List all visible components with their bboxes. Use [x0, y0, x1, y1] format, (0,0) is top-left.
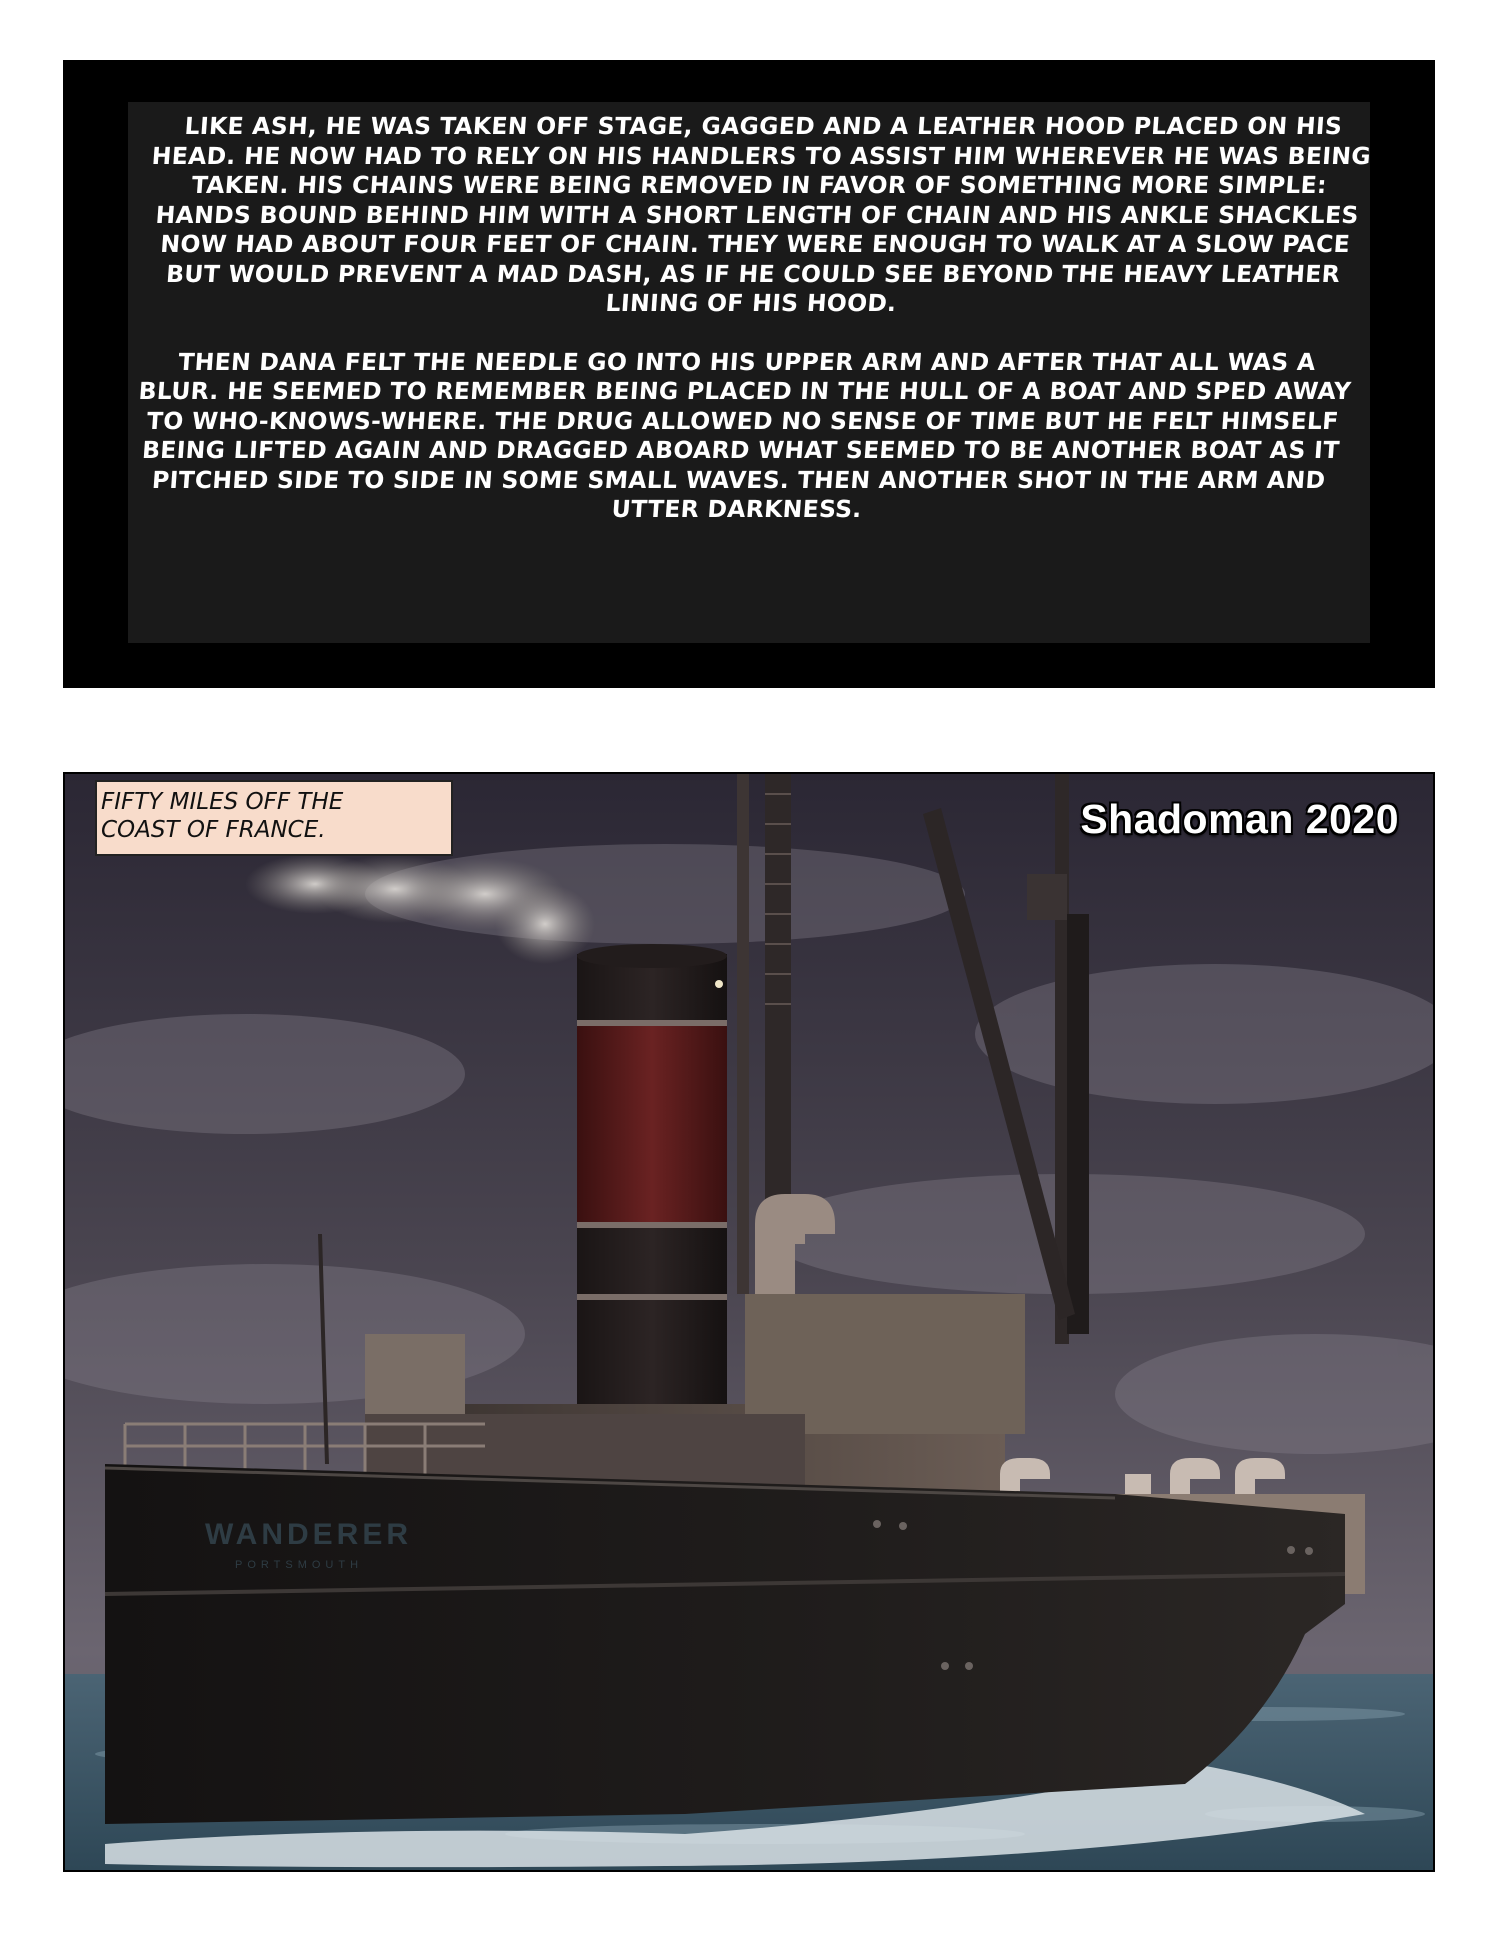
upper-deckhouse-left [365, 1334, 465, 1414]
funnel-red-band [577, 1024, 727, 1224]
narration-box [128, 102, 1370, 643]
narration-text [123, 112, 1376, 554]
main-mast-ladder [1067, 914, 1089, 1334]
ship-port: PORTSMOUTH [235, 1559, 364, 1571]
caption-line-2: COAST OF FRANCE. [101, 817, 326, 843]
narration-paragraph-2: THEN DANA FELT THE NEEDLE GO INTO HIS UPPER ARM AND AFTER THAT ALL WAS A BLUR. HE SEEMED TO REMEMBER BEING PLACED IN THE HULL OF A BOAT AND SPED AWAY TO WHO-KNOWS-WHERE. THE DRUG ALLOWED NO SENSE OF TIME BUT HE FELT HIMSELF BEING LIFTED AGAIN AND DRAGGED ABOARD WHAT SEEMED TO BE ANOTHER BOAT AS IT PITCHED SIDE TO SIDE IN SOME SMALL WAVES. THEN ANOTHER SHOT IN THE ARM AND UTTER DARKNESS. [137, 347, 1353, 523]
narration-paragraph-1: LIKE ASH, HE WAS TAKEN OFF STAGE, GAGGED AND A LEATHER HOOD PLACED ON HIS HEAD. HE NOW HAD TO RELY ON HIS HANDLERS TO ASSIST HIM WHEREVER HE WAS BEING TAKEN. HIS CHAINS WERE BEING REMOVED IN FAVOR OF SOMETHING MORE SIMPLE: HANDS BOUND BEHIND HIM WITH A SHORT LENGTH OF CHAIN AND HIS ANKLE SHACKLES NOW HAD ABOUT FOUR FEET OF CHAIN. THEY WERE ENOUGH TO WALK AT A SLOW PACE BUT WOULD PREVENT A MAD DASH, AS IF HE COULD SEE BEYOND THE HEAVY LEATHER LINING OF HIS HOOD. [150, 112, 1372, 317]
location-caption [95, 780, 453, 856]
funnel-light [715, 980, 723, 988]
caption-text [101, 788, 447, 844]
upper-deckhouse-right [745, 1294, 1025, 1434]
ship-name: WANDERER [205, 1518, 413, 1551]
fore-mast [737, 774, 749, 1294]
caption-line-1: FIFTY MILES OFF THE [101, 789, 344, 815]
ship-illustration-panel [63, 772, 1435, 1872]
narration-panel [63, 60, 1435, 688]
ship-illustration [65, 774, 1433, 1870]
crows-nest [1027, 874, 1067, 920]
artist-signature: Shadoman 2020 [1080, 796, 1399, 842]
